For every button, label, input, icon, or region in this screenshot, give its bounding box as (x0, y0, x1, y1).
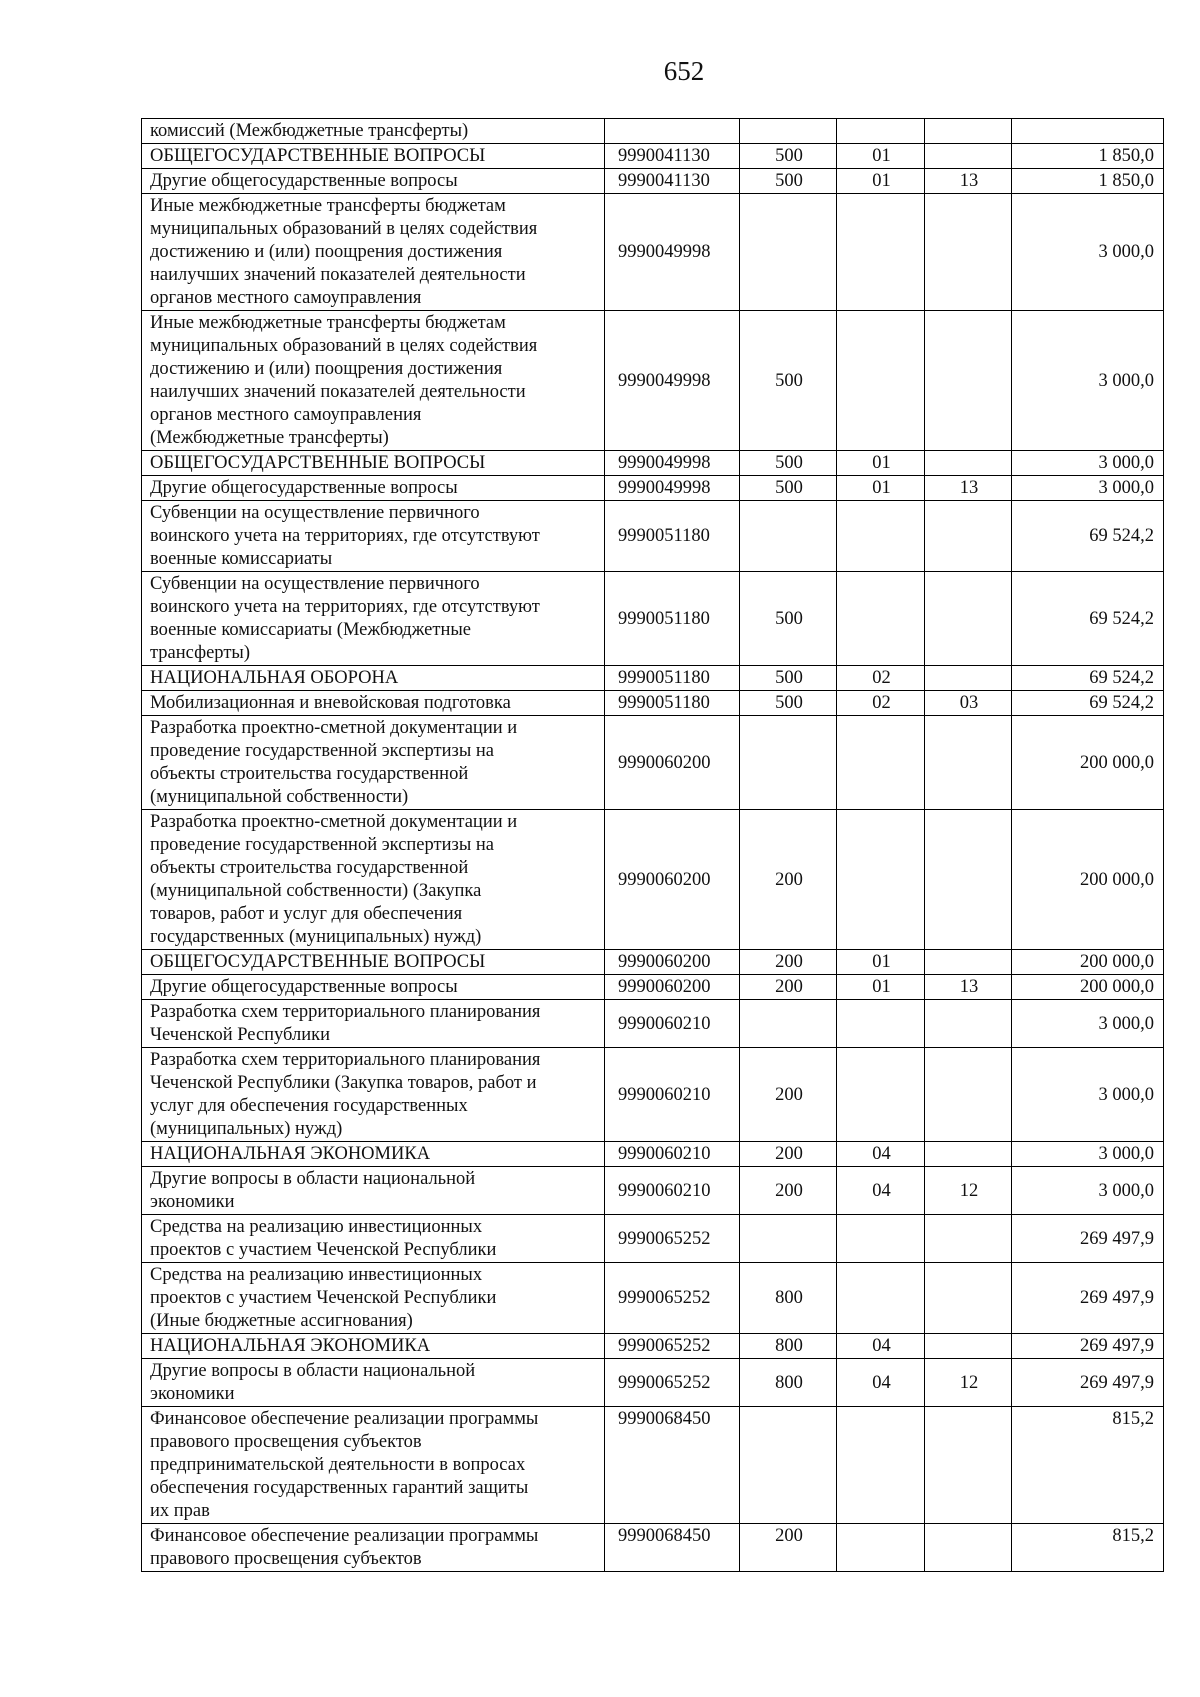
target-article-cell: 9990060210 (605, 1167, 740, 1215)
subsection-cell: 13 (925, 975, 1012, 1000)
amount-cell: 3 000,0 (1012, 194, 1164, 311)
section-cell: 04 (837, 1359, 925, 1407)
section-cell (837, 1263, 925, 1334)
target-article-cell: 9990060210 (605, 1048, 740, 1142)
table-row (142, 1215, 1164, 1263)
expense-type-cell: 200 (740, 1167, 837, 1215)
amount-cell: 69 524,2 (1012, 572, 1164, 666)
row-name-cell: Иные межбюджетные трансферты бюджетам муниципальных образований в целях содействия достижению и (или) поощрения достижения наилучших значений показателей деятельности органов местного самоуправления (142, 194, 605, 311)
table-row (142, 572, 1164, 666)
amount-cell: 200 000,0 (1012, 716, 1164, 810)
target-article-cell: 9990060200 (605, 975, 740, 1000)
section-cell: 01 (837, 169, 925, 194)
amount-cell: 815,2 (1012, 1407, 1164, 1524)
table-row (142, 144, 1164, 169)
table-row (142, 1167, 1164, 1215)
target-article-cell: 9990049998 (605, 476, 740, 501)
expense-type-cell (740, 194, 837, 311)
section-cell: 01 (837, 144, 925, 169)
expense-type-cell: 500 (740, 572, 837, 666)
target-article-cell: 9990051180 (605, 666, 740, 691)
subsection-cell (925, 950, 1012, 975)
target-article-cell: 9990065252 (605, 1263, 740, 1334)
expense-type-cell: 500 (740, 666, 837, 691)
expense-type-cell: 200 (740, 975, 837, 1000)
amount-cell: 69 524,2 (1012, 666, 1164, 691)
section-cell: 04 (837, 1142, 925, 1167)
budget-table-body (142, 119, 1164, 1572)
amount-cell: 3 000,0 (1012, 451, 1164, 476)
amount-cell: 69 524,2 (1012, 691, 1164, 716)
target-article-cell: 9990060200 (605, 950, 740, 975)
section-cell: 02 (837, 666, 925, 691)
row-name-cell: Финансовое обеспечение реализации программы правового просвещения субъектов предпринимательской деятельности в вопросах обеспечения государственных гарантий защиты их прав (142, 1407, 605, 1524)
expense-type-cell (740, 1215, 837, 1263)
section-cell (837, 194, 925, 311)
amount-cell: 269 497,9 (1012, 1263, 1164, 1334)
row-name-cell: Другие общегосударственные вопросы (142, 476, 605, 501)
expense-type-cell: 500 (740, 311, 837, 451)
table-row (142, 119, 1164, 144)
subsection-cell (925, 144, 1012, 169)
row-name-cell: ОБЩЕГОСУДАРСТВЕННЫЕ ВОПРОСЫ (142, 950, 605, 975)
row-name-cell: Финансовое обеспечение реализации программы правового просвещения субъектов (142, 1524, 605, 1572)
expense-type-cell (740, 119, 837, 144)
target-article-cell: 9990049998 (605, 451, 740, 476)
table-row (142, 975, 1164, 1000)
expense-type-cell: 800 (740, 1334, 837, 1359)
section-cell: 01 (837, 950, 925, 975)
expense-type-cell: 800 (740, 1359, 837, 1407)
target-article-cell: 9990068450 (605, 1524, 740, 1572)
target-article-cell (605, 119, 740, 144)
subsection-cell (925, 311, 1012, 451)
section-cell (837, 311, 925, 451)
amount-cell: 200 000,0 (1012, 950, 1164, 975)
target-article-cell: 9990049998 (605, 311, 740, 451)
section-cell (837, 1000, 925, 1048)
section-cell: 01 (837, 476, 925, 501)
expense-type-cell (740, 1000, 837, 1048)
subsection-cell (925, 572, 1012, 666)
target-article-cell: 9990041130 (605, 169, 740, 194)
amount-cell: 815,2 (1012, 1524, 1164, 1572)
target-article-cell: 9990060210 (605, 1142, 740, 1167)
subsection-cell (925, 119, 1012, 144)
row-name-cell: комиссий (Межбюджетные трансферты) (142, 119, 605, 144)
subsection-cell (925, 666, 1012, 691)
amount-cell: 69 524,2 (1012, 501, 1164, 572)
section-cell: 04 (837, 1167, 925, 1215)
table-row (142, 476, 1164, 501)
expense-type-cell: 200 (740, 950, 837, 975)
row-name-cell: НАЦИОНАЛЬНАЯ ЭКОНОМИКА (142, 1334, 605, 1359)
section-cell (837, 1048, 925, 1142)
subsection-cell: 13 (925, 169, 1012, 194)
table-row (142, 691, 1164, 716)
amount-cell: 1 850,0 (1012, 169, 1164, 194)
subsection-cell: 03 (925, 691, 1012, 716)
amount-cell: 3 000,0 (1012, 476, 1164, 501)
subsection-cell: 12 (925, 1359, 1012, 1407)
expense-type-cell: 500 (740, 476, 837, 501)
amount-cell (1012, 119, 1164, 144)
subsection-cell (925, 1142, 1012, 1167)
table-row (142, 169, 1164, 194)
amount-cell: 3 000,0 (1012, 1048, 1164, 1142)
row-name-cell: Другие общегосударственные вопросы (142, 975, 605, 1000)
subsection-cell (925, 1334, 1012, 1359)
row-name-cell: НАЦИОНАЛЬНАЯ ЭКОНОМИКА (142, 1142, 605, 1167)
expense-type-cell: 200 (740, 1048, 837, 1142)
target-article-cell: 9990051180 (605, 691, 740, 716)
expense-type-cell: 500 (740, 169, 837, 194)
table-row (142, 1142, 1164, 1167)
subsection-cell (925, 194, 1012, 311)
section-cell (837, 1407, 925, 1524)
expense-type-cell (740, 716, 837, 810)
target-article-cell: 9990060200 (605, 810, 740, 950)
expense-type-cell (740, 1407, 837, 1524)
subsection-cell (925, 1407, 1012, 1524)
row-name-cell: Разработка схем территориального планирования Чеченской Республики (Закупка товаров, работ и услуг для обеспечения государственных (муниципальных) нужд) (142, 1048, 605, 1142)
amount-cell: 3 000,0 (1012, 1142, 1164, 1167)
target-article-cell: 9990060200 (605, 716, 740, 810)
row-name-cell: Иные межбюджетные трансферты бюджетам муниципальных образований в целях содействия достижению и (или) поощрения достижения наилучших значений показателей деятельности органов местного самоуправления (Межбюджетные трансферты) (142, 311, 605, 451)
section-cell (837, 572, 925, 666)
amount-cell: 3 000,0 (1012, 311, 1164, 451)
target-article-cell: 9990068450 (605, 1407, 740, 1524)
table-row (142, 1359, 1164, 1407)
subsection-cell: 13 (925, 476, 1012, 501)
section-cell: 01 (837, 975, 925, 1000)
table-row (142, 194, 1164, 311)
row-name-cell: Субвенции на осуществление первичного воинского учета на территориях, где отсутствуют военные комиссариаты (Межбюджетные трансферты) (142, 572, 605, 666)
row-name-cell: Субвенции на осуществление первичного воинского учета на территориях, где отсутствуют военные комиссариаты (142, 501, 605, 572)
table-row (142, 716, 1164, 810)
row-name-cell: Другие вопросы в области национальной экономики (142, 1359, 605, 1407)
row-name-cell: Разработка схем территориального планирования Чеченской Республики (142, 1000, 605, 1048)
expense-type-cell: 500 (740, 144, 837, 169)
amount-cell: 200 000,0 (1012, 975, 1164, 1000)
subsection-cell: 12 (925, 1167, 1012, 1215)
target-article-cell: 9990065252 (605, 1215, 740, 1263)
table-row (142, 1334, 1164, 1359)
amount-cell: 3 000,0 (1012, 1000, 1164, 1048)
target-article-cell: 9990041130 (605, 144, 740, 169)
table-row (142, 810, 1164, 950)
row-name-cell: ОБЩЕГОСУДАРСТВЕННЫЕ ВОПРОСЫ (142, 144, 605, 169)
subsection-cell (925, 451, 1012, 476)
row-name-cell: Средства на реализацию инвестиционных проектов с участием Чеченской Республики (142, 1215, 605, 1263)
target-article-cell: 9990060210 (605, 1000, 740, 1048)
target-article-cell: 9990065252 (605, 1359, 740, 1407)
section-cell: 04 (837, 1334, 925, 1359)
expense-type-cell: 500 (740, 451, 837, 476)
expense-type-cell: 200 (740, 1142, 837, 1167)
table-row (142, 1524, 1164, 1572)
expense-type-cell: 200 (740, 810, 837, 950)
table-row (142, 666, 1164, 691)
expense-type-cell (740, 501, 837, 572)
section-cell: 02 (837, 691, 925, 716)
amount-cell: 200 000,0 (1012, 810, 1164, 950)
subsection-cell (925, 1263, 1012, 1334)
row-name-cell: Разработка проектно-сметной документации и проведение государственной экспертизы на объекты строительства государственной (муниципальной собственности) (142, 716, 605, 810)
expense-type-cell: 500 (740, 691, 837, 716)
row-name-cell: Средства на реализацию инвестиционных проектов с участием Чеченской Республики (Иные бюджетные ассигнования) (142, 1263, 605, 1334)
expense-type-cell: 200 (740, 1524, 837, 1572)
target-article-cell: 9990065252 (605, 1334, 740, 1359)
table-row (142, 501, 1164, 572)
section-cell (837, 501, 925, 572)
row-name-cell: НАЦИОНАЛЬНАЯ ОБОРОНА (142, 666, 605, 691)
target-article-cell: 9990051180 (605, 572, 740, 666)
amount-cell: 269 497,9 (1012, 1334, 1164, 1359)
section-cell (837, 810, 925, 950)
table-row (142, 311, 1164, 451)
table-row (142, 1263, 1164, 1334)
subsection-cell (925, 1048, 1012, 1142)
table-row (142, 950, 1164, 975)
subsection-cell (925, 501, 1012, 572)
subsection-cell (925, 1215, 1012, 1263)
target-article-cell: 9990051180 (605, 501, 740, 572)
row-name-cell: Разработка проектно-сметной документации и проведение государственной экспертизы на объекты строительства государственной (муниципальной собственности) (Закупка товаров, работ и услуг для обеспечения государственных (муниципальных) нужд) (142, 810, 605, 950)
table-row (142, 451, 1164, 476)
row-name-cell: Мобилизационная и вневойсковая подготовка (142, 691, 605, 716)
section-cell (837, 119, 925, 144)
page-number: 652 (663, 56, 705, 86)
section-cell: 01 (837, 451, 925, 476)
target-article-cell: 9990049998 (605, 194, 740, 311)
amount-cell: 269 497,9 (1012, 1359, 1164, 1407)
section-cell (837, 1215, 925, 1263)
subsection-cell (925, 1000, 1012, 1048)
table-row (142, 1048, 1164, 1142)
section-cell (837, 716, 925, 810)
subsection-cell (925, 716, 1012, 810)
subsection-cell (925, 1524, 1012, 1572)
row-name-cell: Другие общегосударственные вопросы (142, 169, 605, 194)
budget-table (141, 118, 1164, 1572)
table-row (142, 1000, 1164, 1048)
table-row (142, 1407, 1164, 1524)
expense-type-cell: 800 (740, 1263, 837, 1334)
subsection-cell (925, 810, 1012, 950)
amount-cell: 269 497,9 (1012, 1215, 1164, 1263)
amount-cell: 1 850,0 (1012, 144, 1164, 169)
row-name-cell: Другие вопросы в области национальной экономики (142, 1167, 605, 1215)
row-name-cell: ОБЩЕГОСУДАРСТВЕННЫЕ ВОПРОСЫ (142, 451, 605, 476)
amount-cell: 3 000,0 (1012, 1167, 1164, 1215)
section-cell (837, 1524, 925, 1572)
